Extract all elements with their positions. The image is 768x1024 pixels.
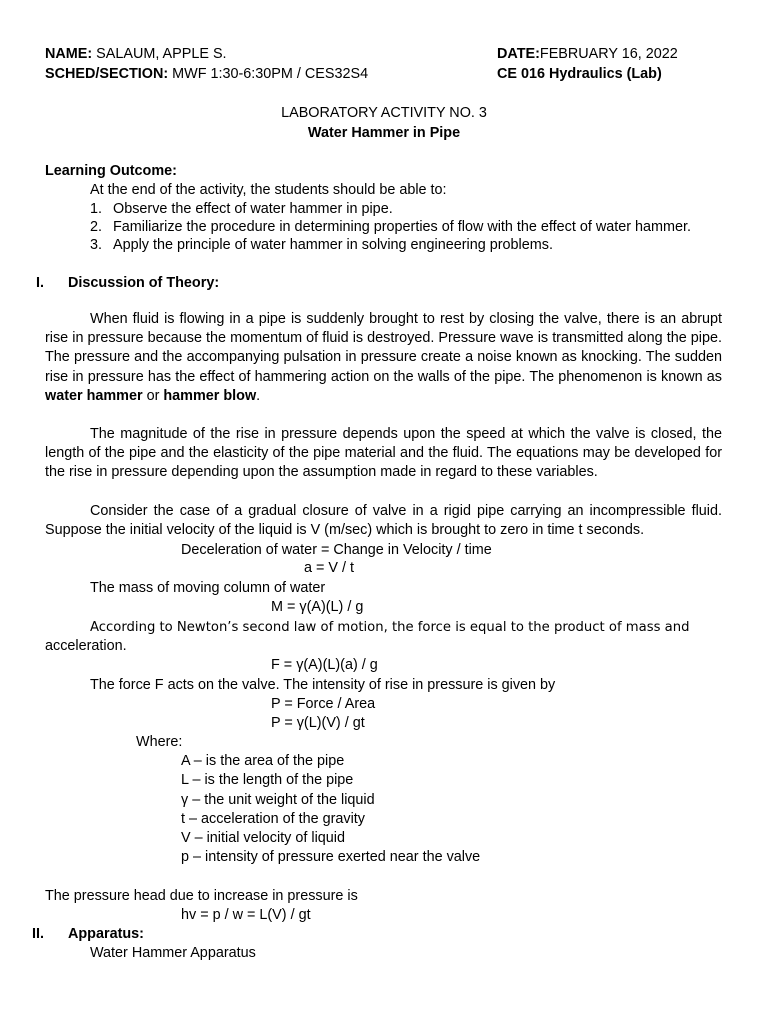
list-item [90,236,102,255]
course-line [497,65,662,84]
theory-paragraph-1: When fluid is flowing in a pipe is suddenly brought to rest by closing the valve, there is an abrupt rise in pressure because the momentum of fluid is destroyed. Pressure wave is transmitted along the pipe. The pressure and the accompanying pulsation in pressure create a noise known as knocking. The sudden rise in pressure has the effect of hammering action on the walls of the pipe. The phenomenon is known as water hammer or hammer blow. [45,311,722,404]
sched-label: SCHED/SECTION: [45,66,169,82]
pressure-head-text: The pressure head due to increase in pressure is [45,888,358,904]
equation-pressure-2: P = γ(L)(V) / gt [271,715,365,731]
list-item-text: Observe the effect of water hammer in pipe. [113,201,393,217]
list-item: p – intensity of pressure exerted near the valve [181,849,481,865]
list-item-text: Apply the principle of water hammer in solving engineering problems. [113,237,553,253]
list-item: L – is the length of the pipe [181,772,354,788]
course-name: CE 016 Hydraulics (Lab) [497,66,662,82]
sched-value: MWF 1:30-6:30PM / CES32S4 [172,66,369,82]
list-item: V – initial velocity of liquid [181,830,345,846]
list-item-text: Familiarize the procedure in determining properties of flow with the effect of water hammer. [113,219,692,235]
date-line [497,45,678,64]
equation-force: F = γ(A)(L)(a) / g [271,657,378,673]
force-text: The force F acts on the valve. The intensity of rise in pressure is given by [90,677,556,693]
deceleration-text: Deceleration of water = Change in Velocity / time [181,542,492,558]
list-item [90,200,102,219]
activity-title: LABORATORY ACTIVITY NO. 3 [281,105,487,121]
learning-outcome-intro: At the end of the activity, the students should be able to: [90,182,447,198]
list-number: 2. [90,219,103,235]
list-item: A – is the area of the pipe [181,753,345,769]
sched-line [45,65,368,84]
section-heading: Discussion of Theory: [68,275,220,291]
term-water-hammer: water hammer [45,387,143,404]
newton-text: According to Newton’s second law of motion, the force is equal to the product of mass and [90,620,690,635]
theory-paragraph-2: The magnitude of the rise in pressure depends upon the speed at which the valve is closed, the length of the pipe and the elasticity of the pipe material and the fluid. The equations may be developed for the rise in pressure depending upon the assumption made in regard to these variables. [45,426,722,481]
learning-outcome-heading: Learning Outcome: [45,163,177,179]
where-label: Where: [136,734,183,750]
list-item: γ – the unit weight of the liquid [181,792,375,808]
theory-paragraph-3: Consider the case of a gradual closure of valve in a rigid pipe carrying an incompressible fluid. Suppose the initial velocity of the liquid is V (m/sec) which is brought to zero in time t seconds. [45,503,722,539]
list-item: t – acceleration of the gravity [181,811,365,827]
name-label: NAME: [45,46,93,62]
name-value: SALAUM, APPLE S. [96,46,227,62]
date-label: DATE: [497,46,540,62]
equation-pressure-head: hv = p / w = L(V) / gt [181,907,311,923]
mass-text: The mass of moving column of water [90,580,326,596]
name-line [45,45,227,64]
date-value: FEBRUARY 16, 2022 [539,46,678,62]
list-item [90,218,102,237]
list-number: 1. [90,201,103,217]
activity-subtitle: Water Hammer in Pipe [307,125,461,141]
section-heading: Apparatus: [68,926,144,942]
section-number: I. [36,275,44,291]
equation-acceleration: a = V / t [304,560,354,576]
equation-pressure-1: P = Force / Area [271,696,376,712]
apparatus-item: Water Hammer Apparatus [90,945,256,961]
term-hammer-blow: hammer blow [163,387,257,404]
section-number: II. [32,926,44,942]
newton-text-cont: acceleration. [45,638,127,654]
equation-mass: M = γ(A)(L) / g [271,599,364,615]
list-number: 3. [90,237,103,253]
